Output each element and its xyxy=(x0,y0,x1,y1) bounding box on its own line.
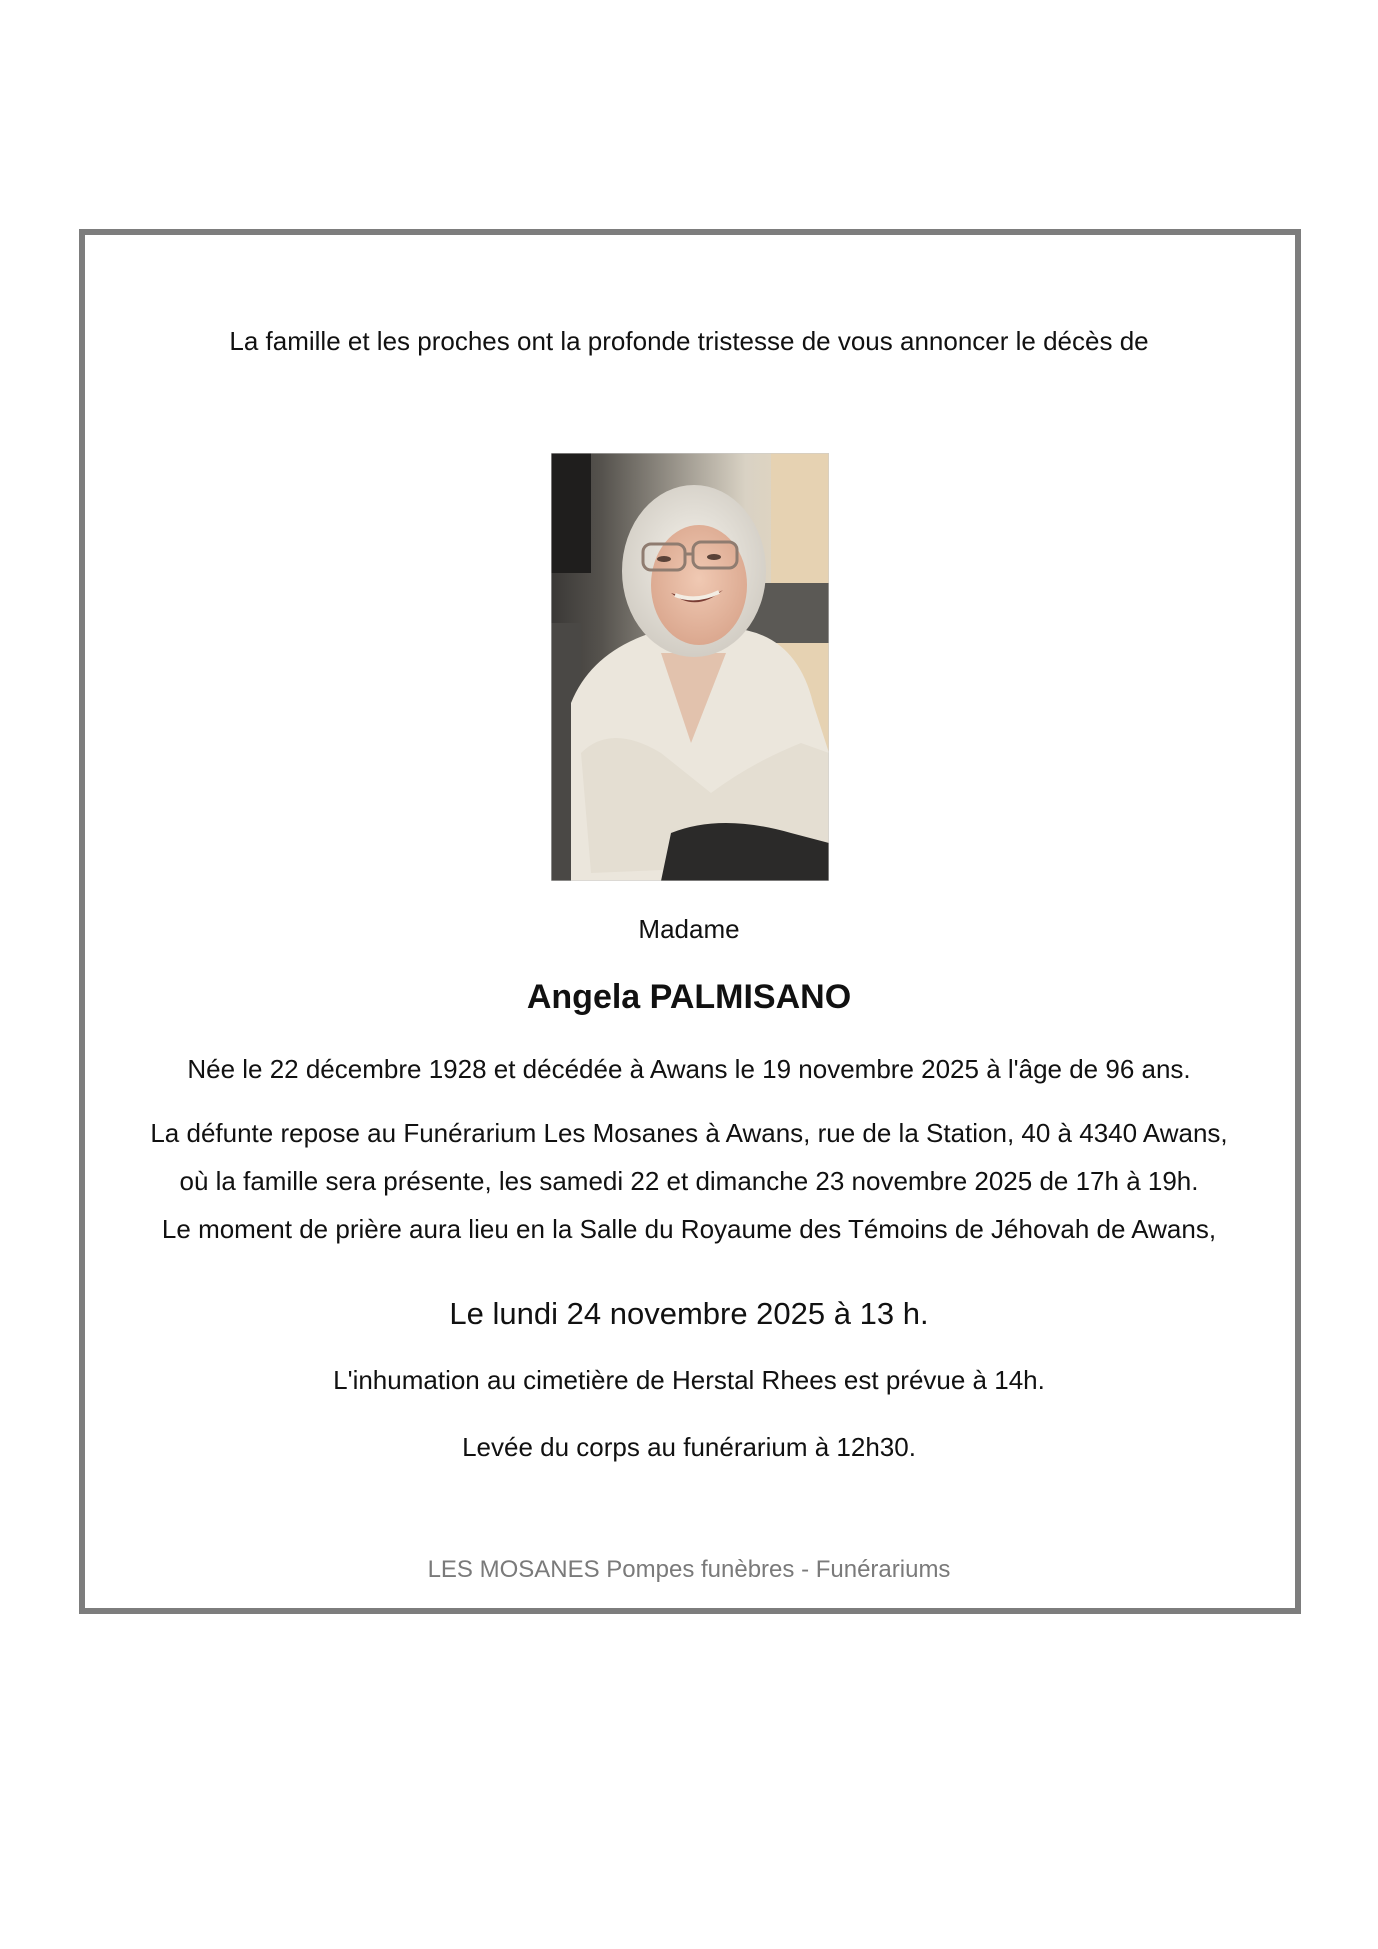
ceremony-date: Le lundi 24 novembre 2025 à 13 h. xyxy=(449,1296,929,1331)
honorific: Madame xyxy=(638,914,740,944)
deceased-name: Angela PALMISANO xyxy=(526,978,852,1016)
funeral-home-footer: LES MOSANES Pompes funèbres - Funérariums xyxy=(427,1556,951,1583)
levee-text: Levée du corps au funérarium à 12h30. xyxy=(462,1432,916,1462)
portrait-photo xyxy=(551,453,829,881)
visitation-line-2: où la famille sera présente, les samedi 22 et dimanche 23 novembre 2025 de 17h à 19h. xyxy=(179,1166,1199,1196)
burial-text: L'inhumation au cimetière de Herstal Rhees est prévue à 14h. xyxy=(333,1365,1045,1395)
birth-death-text: Née le 22 décembre 1928 et décédée à Awans le 19 novembre 2025 à l'âge de 96 ans. xyxy=(187,1054,1191,1084)
prayer-location-text: Le moment de prière aura lieu en la Salle du Royaume des Témoins de Jéhovah de Awans, xyxy=(161,1214,1217,1244)
intro-text: La famille et les proches ont la profonde tristesse de vous annoncer le décès de xyxy=(229,326,1149,356)
visitation-line-1: La défunte repose au Funérarium Les Mosanes à Awans, rue de la Station, 40 à 4340 Awans, xyxy=(150,1118,1228,1148)
